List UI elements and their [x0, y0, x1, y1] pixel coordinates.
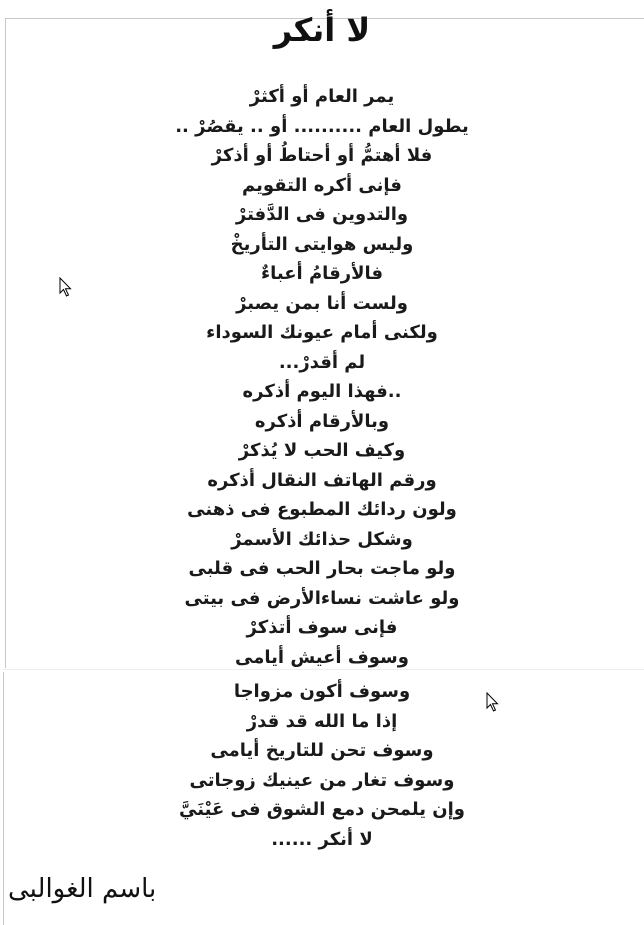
- poem-line: وسوف تحن للتاريخ أيامى: [210, 740, 434, 761]
- poem-line: فإنى أكره التقويم: [242, 174, 402, 196]
- poem-line: وكيف الحب لا يُذكرْ: [238, 440, 406, 461]
- poem-line: يمر العام أو أكثرْ: [249, 86, 395, 107]
- mouse-pointer-icon: [486, 692, 500, 712]
- poem-line: ولكنى أمام عيونك السوداء: [206, 322, 438, 343]
- poem-line: وسوف تغار من عينيك زوجاتى: [189, 769, 455, 791]
- poem-line: وشكل حذائك الأسمرْ: [231, 528, 413, 550]
- poem-line: وبالأرقام أذكره: [254, 410, 390, 432]
- poem-line: لا أنكر ......: [271, 828, 373, 850]
- poem-line: ورقم الهاتف النقال أذكره: [207, 469, 437, 491]
- poem-line: وسوف أكون مزواجا: [233, 681, 411, 702]
- poem-line: وإن يلمحن دمع الشوق فى عَيْنَيَّ: [179, 799, 465, 820]
- poem-line: ولو عاشت نساءالأرض فى بيتى: [184, 587, 460, 609]
- mouse-pointer-icon: [59, 277, 73, 297]
- poem-title: لا أنكر: [273, 11, 371, 49]
- poem-line: فإنى سوف أتذكرْ: [246, 617, 398, 638]
- poem-body: [0, 82, 644, 854]
- poem-line: ..فهذا اليوم أذكره: [242, 381, 402, 402]
- poem-line: يطول العام .......... أو .. يقصُرْ ..: [175, 115, 469, 137]
- poem-line: فالأرقامُ أعباءٌ: [260, 263, 384, 284]
- poem-line: ولست أنا بمن يصبرْ: [236, 292, 408, 314]
- poem-line: فلا أهتمُّ أو أحتاطُ أو أذكرْ: [211, 145, 433, 166]
- poem-line: والتدوين فى الدَّفترْ: [235, 204, 409, 225]
- poem-line: ولون ردائك المطبوع فى ذهنى: [187, 499, 457, 520]
- author-signature: باسم الغوالبى: [8, 874, 157, 904]
- poem-line: لم أقدرْ...: [278, 351, 366, 373]
- poem-line: ولو ماجت بحار الحب فى قلبى: [188, 558, 456, 579]
- poem-line: وليس هوايتى التأريخْ: [230, 233, 414, 255]
- poem-line: وسوف أعيش أيامى: [235, 646, 409, 668]
- poem-line: إذا ما الله قد قدرْ: [246, 710, 398, 732]
